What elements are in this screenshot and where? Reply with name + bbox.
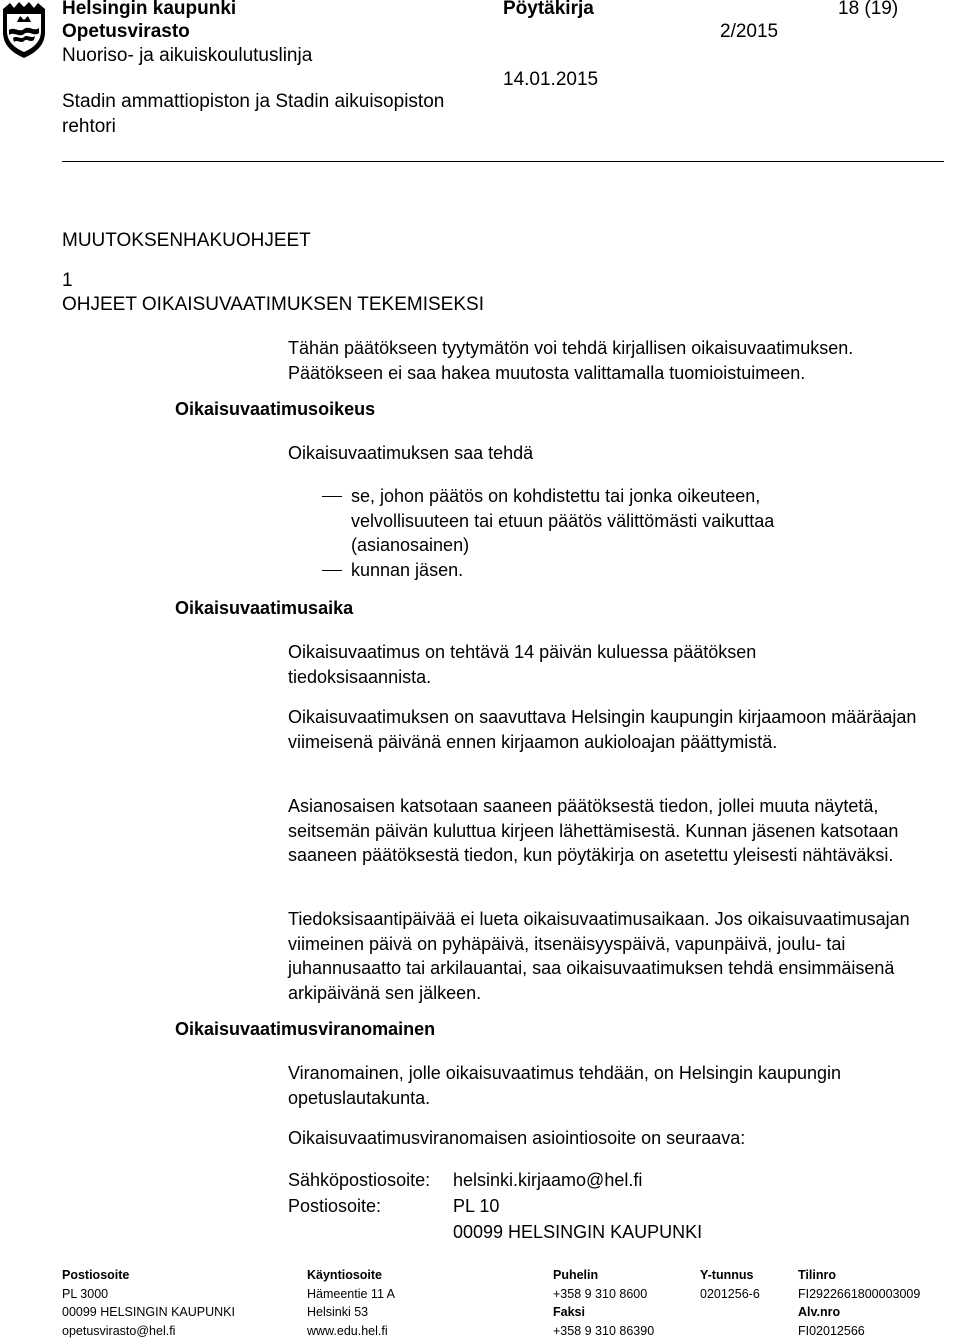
time-limit-paragraph-1: Oikaisuvaatimus on tehtävä 14 päivän kuluessa päätöksen tiedoksisaannista. [288,640,858,689]
footer-postal-address [62,1266,235,1340]
postal-line-2: 00099 HELSINGIN KAUPUNKI [453,1220,702,1245]
footer-line: Helsinki 53 [307,1303,395,1322]
authority-paragraph-1: Viranomainen, jolle oikaisuvaatimus tehdään, on Helsingin kaupungin opetuslautakunta. [288,1061,928,1110]
time-limit-heading: Oikaisuvaatimusaika [175,598,353,619]
footer-visiting-address [307,1266,395,1340]
bullet-dash [322,570,342,571]
footer-line: +358 9 310 86390 [553,1322,654,1340]
header-rule [62,161,944,162]
section-title: OHJEET OIKAISUVAATIMUKSEN TEKEMISEKSI [62,294,484,316]
footer-line: Hämeentie 11 A [307,1285,395,1304]
footer-heading: Faksi [553,1303,654,1322]
intro-paragraph: Tähän päätökseen tyytymätön voi tehdä kirjallisen oikaisuvaatimuksen. Päätökseen ei saa hakea muutosta valittamalla tuomioistuimeen. [288,336,928,385]
document-number: 2/2015 [720,21,778,43]
section-number: 1 [62,270,73,292]
footer-line: FI02012566 [798,1322,920,1340]
right-lead: Oikaisuvaatimuksen saa tehdä [288,441,928,466]
time-limit-paragraph-2: Oikaisuvaatimuksen on saavuttava Helsingin kaupungin kirjaamoon määräajan viimeisenä päivänä ennen kirjaamon aukioloajan päättymistä. [288,705,928,754]
time-limit-paragraph-3: Asianosaisen katsotaan saaneen päätöksestä tiedon, jollei muuta näytetä, seitsemän päivän kuluttua kirjeen lähettämisestä. Kunnan jäsenen katsotaan saaneen päätöksestä tiedon, kun pöytäkirja on asetettu yleisesti nähtäväksi. [288,794,928,868]
unit-name-line1: Stadin ammattiopiston ja Stadin aikuisopiston [62,91,444,113]
document-date: 14.01.2015 [503,69,598,91]
footer-line: PL 3000 [62,1285,235,1304]
org-name: Helsingin kaupunki [62,0,236,20]
footer-email-link[interactable]: opetusvirasto@hel.fi [62,1322,235,1340]
footer-account [798,1266,920,1340]
helsinki-crest-logo [0,0,48,60]
email-label: Sähköpostiosoite: [288,1168,430,1193]
footer-heading: Käyntiosoite [307,1266,395,1285]
footer-heading: Y-tunnus [700,1266,760,1285]
footer-phone [553,1266,654,1340]
authority-paragraph-2: Oikaisuvaatimusviranomaisen asiointiosoite on seuraava: [288,1126,928,1151]
footer-line: +358 9 310 8600 [553,1285,654,1304]
footer-business-id [700,1266,760,1303]
department-name: Opetusvirasto [62,21,190,43]
postal-line-1: PL 10 [453,1194,499,1219]
footer-heading: Postiosoite [62,1266,235,1285]
footer-website-link[interactable]: www.edu.hel.fi [307,1322,395,1340]
authority-heading: Oikaisuvaatimusviranomainen [175,1019,435,1040]
postal-label: Postiosoite: [288,1194,381,1219]
document-type: Pöytäkirja [503,0,594,20]
footer-heading: Alv.nro [798,1303,920,1322]
right-heading: Oikaisuvaatimusoikeus [175,399,375,420]
footer-line: 0201256-6 [700,1285,760,1304]
bullet-item-1: se, johon päätös on kohdistettu tai jonka oikeuteen, velvollisuuteen tai etuun päätös välittömästi vaikuttaa (asianosainen) [351,484,871,558]
main-title: MUUTOKSENHAKUOHJEET [62,230,311,252]
footer-heading: Puhelin [553,1266,654,1285]
footer-line: FI2922661800003009 [798,1285,920,1304]
time-limit-paragraph-4: Tiedoksisaantipäivää ei lueta oikaisuvaatimusaikaan. Jos oikaisuvaatimusajan viimeinen päivä on pyhäpäivä, itsenäisyyspäivä, vapunpäivä, joulu- tai juhannusaatto tai arkilauantai, saa oikaisuvaatimuksen tehdä ensimmäisenä arkipäivänä sen jälkeen. [288,907,928,1005]
page-number: 18 (19) [838,0,898,20]
division-name: Nuoriso- ja aikuiskoulutuslinja [62,45,312,67]
footer-heading: Tilinro [798,1266,920,1285]
footer-line: 00099 HELSINGIN KAUPUNKI [62,1303,235,1322]
unit-name-line2: rehtori [62,116,116,138]
bullet-dash [322,496,342,497]
bullet-item-2: kunnan jäsen. [351,558,871,583]
email-value[interactable]: helsinki.kirjaamo@hel.fi [453,1168,642,1193]
